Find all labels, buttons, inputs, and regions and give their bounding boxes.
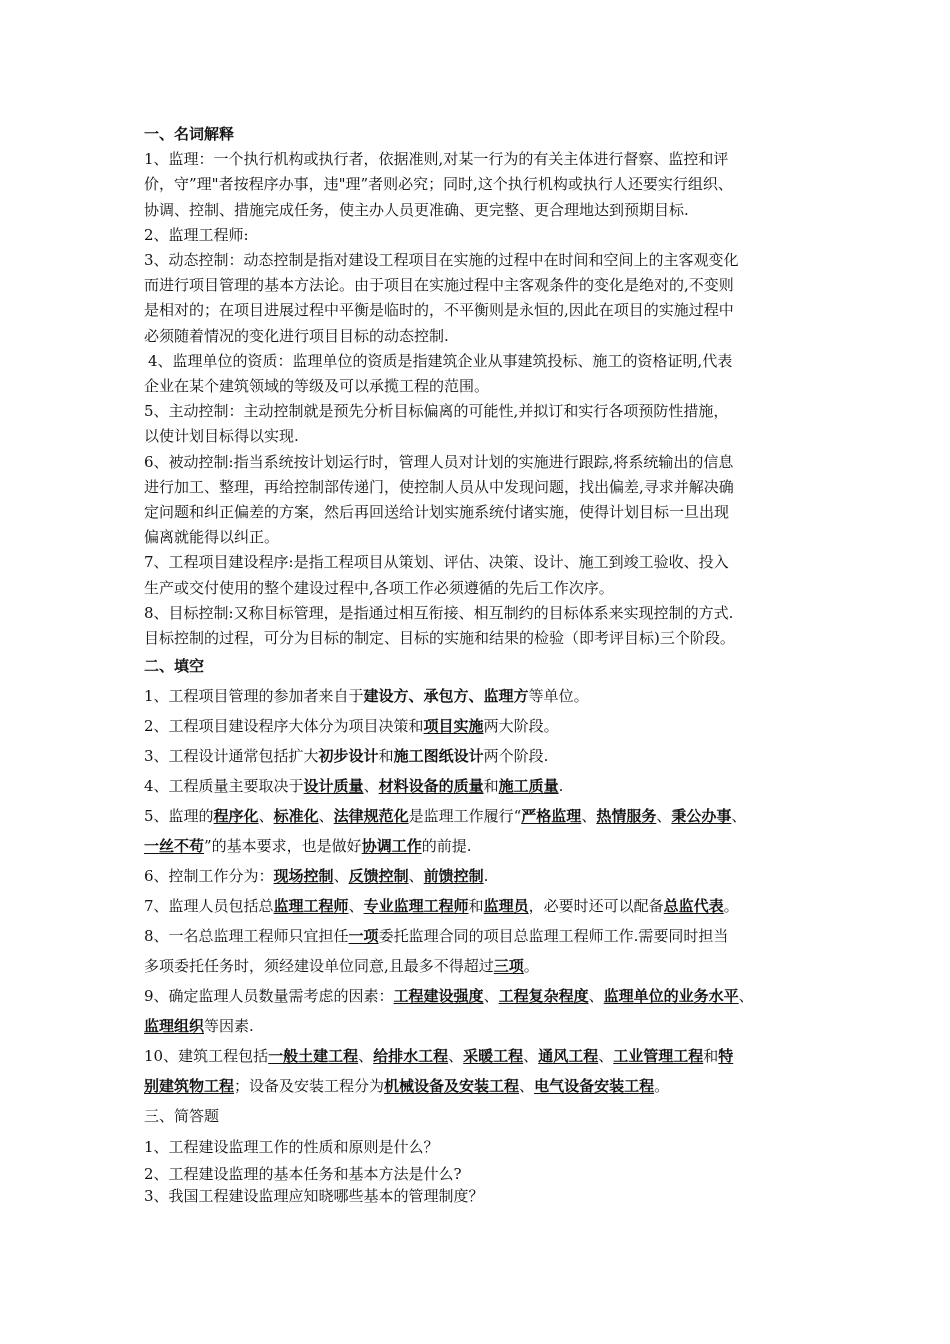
fill-item-8 xyxy=(144,921,820,951)
text-line: 1、监理：一个执行机构或执行者，依据准则,对某一行为的有关主体进行督察、监控和评 xyxy=(144,150,729,169)
answer: 现场控制 xyxy=(273,867,334,886)
text: 和 xyxy=(703,1047,719,1066)
answer: 一丝不苟 xyxy=(144,837,205,856)
answer: 工程建设强度 xyxy=(393,987,484,1006)
text-line: 是相对的；在项目进展过程中平衡是临时的，不平衡则是永恒的,因此在项目的实施过程中 xyxy=(144,301,734,320)
text-line: 以使计划目标得以实现. xyxy=(144,427,299,446)
answer: 前馈控制 xyxy=(423,867,484,886)
fill-item-4 xyxy=(144,771,820,801)
text-line: 进行加工、整理，再给控制部传递门，使控制人员从中发现问题，找出偏差,寻求并解决确 xyxy=(144,477,734,496)
fill-item-6 xyxy=(144,861,820,891)
answer: 机械设备及安装工程 xyxy=(384,1077,520,1096)
text: 7、监理人员包括总 xyxy=(144,897,274,916)
text-line: 目标控制的过程，可分为目标的制定、目标的实施和结果的检验（即考评目标)三个阶段。 xyxy=(144,629,735,648)
text: 、 xyxy=(731,807,747,826)
text: 和 xyxy=(483,777,499,796)
section-heading: 三、简答题 xyxy=(144,1107,220,1126)
answer: 初步设计 xyxy=(318,747,379,766)
text: 8、一名总监理工程师只宜担任 xyxy=(144,927,349,946)
text: ”的基本要求，也是做好 xyxy=(204,837,362,856)
answer: 建设方、承包方、监理方 xyxy=(363,687,529,706)
answer: 施工图纸设计 xyxy=(393,747,484,766)
text: 、 xyxy=(598,1047,614,1066)
text-line: 4、监理单位的资质：监理单位的资质是指建筑企业从事建筑投标、施工的资格证明,代表 xyxy=(148,351,733,370)
text-line: 5、主动控制：主动控制就是预先分析目标偏离的可能性,并拟订和实行各项预防性措施， xyxy=(144,402,729,421)
text: 、 xyxy=(588,987,604,1006)
question-line: 1、工程建设监理工作的性质和原则是什么？ xyxy=(144,1138,439,1157)
text: 、 xyxy=(358,1047,374,1066)
text-line: 价，守”理"者按程序办事，违"理”者则必究；同时,这个执行机构或执行人还要实行组织、 xyxy=(144,175,733,194)
text-line: 8、目标控制:又称目标管理，是指通过相互衔接、相互制约的目标体系来实现控制的方式. xyxy=(144,603,734,622)
text: 4、工程质量主要取决于 xyxy=(144,777,304,796)
answer: 标准化 xyxy=(273,807,319,826)
text-line: 6、被动控制:指当系统按计划运行时，管理人员对计划的实施进行跟踪,将系统输出的信息 xyxy=(144,452,734,471)
text: 9、确定监理人员数量需考虑的因素： xyxy=(144,987,394,1006)
answer: 材料设备的质量 xyxy=(378,777,484,796)
text: 、 xyxy=(448,1047,464,1066)
answer: 项目实施 xyxy=(423,717,484,736)
text: 、 xyxy=(258,807,274,826)
text-line: 企业在某个建筑领域的等级及可以承揽工程的范围。 xyxy=(144,377,490,396)
text-line: 定问题和纠正偏差的方案，然后再回送给计划实施系统付诸实施，使得计划目标一旦出现 xyxy=(144,503,730,522)
text: 。 xyxy=(654,1077,670,1096)
text-line: 2、监理工程师: xyxy=(144,225,249,244)
fill-item-9 xyxy=(144,981,820,1011)
document-body xyxy=(144,122,820,1207)
section-heading: 一、名词解释 xyxy=(144,125,235,143)
text: 、 xyxy=(738,987,754,1006)
section-heading: 二、填空 xyxy=(144,657,205,676)
fill-item-3 xyxy=(144,741,820,771)
fill-item-9-cont xyxy=(144,1011,820,1041)
text: 等因素. xyxy=(204,1017,254,1036)
answer: 协调工作 xyxy=(361,837,422,856)
text-line: 生产或交付使用的整个建设过程中,各项工作必须遵循的先后工作次序。 xyxy=(144,578,614,597)
answer: 设计质量 xyxy=(303,777,364,796)
answer: 通风工程 xyxy=(538,1047,599,1066)
answer: 电气设备安装工程 xyxy=(534,1077,655,1096)
answer: 监理员 xyxy=(483,897,529,916)
fill-item-1 xyxy=(144,681,820,711)
text: ；设备及安装工程分为 xyxy=(234,1077,385,1096)
text: 、 xyxy=(333,867,349,886)
answer: 秉公办事 xyxy=(671,807,732,826)
text: 5、监理的 xyxy=(144,807,214,826)
text-line: 协调、控制、措施完成任务，使主办人员更准确、更完整、更合理地达到预期目标. xyxy=(144,200,689,219)
fill-item-8-cont xyxy=(144,951,820,981)
text-line: 3、动态控制：动态控制是指对建设工程项目在实施的过程中在时间和空间上的主客观变化 xyxy=(144,251,739,270)
text: 。 xyxy=(523,957,539,976)
text: 。 xyxy=(723,897,739,916)
text-line: 而进行项目管理的基本方法论。由于项目在实施过程中主客观条件的变化是绝对的,不变则 xyxy=(144,276,734,295)
text: 、 xyxy=(523,1047,539,1066)
text: 10、建筑工程包括 xyxy=(144,1047,269,1066)
text: 等单位。 xyxy=(528,687,589,706)
answer: 一项 xyxy=(348,927,379,946)
section-fill-in xyxy=(144,651,820,1101)
answer: 特 xyxy=(718,1047,734,1066)
answer: 工业管理工程 xyxy=(613,1047,704,1066)
text: 的前提. xyxy=(421,837,472,856)
text: 、 xyxy=(656,807,672,826)
answer: 程序化 xyxy=(213,807,259,826)
text: . xyxy=(483,867,489,886)
answer: 严格监理 xyxy=(521,807,582,826)
text: 、 xyxy=(363,777,379,796)
text: . xyxy=(558,777,564,796)
text: 、 xyxy=(483,987,499,1006)
answer: 监理工程师 xyxy=(273,897,349,916)
section-short-answer xyxy=(144,1101,820,1207)
answer: 一般土建工程 xyxy=(268,1047,359,1066)
answer: 别建筑物工程 xyxy=(144,1077,235,1096)
text: 2、工程项目建设程序大体分为项目决策和 xyxy=(144,717,424,736)
fill-item-10 xyxy=(144,1041,820,1071)
text: 多项委托任务时，须经建设单位同意,且最多不得超过 xyxy=(144,957,494,976)
answer: 反馈控制 xyxy=(348,867,409,886)
text: 、 xyxy=(581,807,597,826)
answer: 热情服务 xyxy=(596,807,657,826)
text-line: 偏离就能得以纠正。 xyxy=(144,528,280,547)
fill-item-5-cont xyxy=(144,831,820,861)
text: 是监理工作履行“ xyxy=(408,807,522,826)
text: 两个阶段. xyxy=(483,747,549,766)
answer: 采暖工程 xyxy=(463,1047,524,1066)
text: 、 xyxy=(519,1077,535,1096)
fill-item-2 xyxy=(144,711,820,741)
text: 3、工程设计通常包括扩大 xyxy=(144,747,319,766)
text: 、 xyxy=(318,807,334,826)
text: ，必要时还可以配备 xyxy=(528,897,664,916)
section-terms xyxy=(144,122,820,651)
question-line: 2、工程建设监理的基本任务和基本方法是什么? xyxy=(144,1165,462,1184)
answer: 总监代表 xyxy=(663,897,724,916)
text: 和 xyxy=(468,897,484,916)
text: 和 xyxy=(378,747,394,766)
question-line: 3、我国工程建设监理应知晓哪些基本的管理制度？ xyxy=(144,1187,484,1206)
answer: 工程复杂程度 xyxy=(498,987,589,1006)
text-line: 7、工程项目建设程序:是指工程项目从策划、评估、决策、设计、施工到竣工验收、投入 xyxy=(144,553,729,572)
text: 6、控制工作分为： xyxy=(144,867,274,886)
text: 委托监理合同的项目总监理工程师工作.需要同时担当 xyxy=(378,927,729,946)
answer: 法律规范化 xyxy=(333,807,409,826)
answer: 专业监理工程师 xyxy=(363,897,469,916)
fill-item-7 xyxy=(144,891,820,921)
answer: 监理单位的业务水平 xyxy=(603,987,739,1006)
text-line: 必须随着情况的变化进行项目目标的动态控制. xyxy=(144,326,449,345)
text: 1、工程项目管理的参加者来自于 xyxy=(144,687,364,706)
answer: 施工质量 xyxy=(498,777,559,796)
fill-item-5 xyxy=(144,801,820,831)
fill-item-10-cont xyxy=(144,1071,820,1101)
answer: 三项 xyxy=(493,957,524,976)
text: 、 xyxy=(348,897,364,916)
text: 、 xyxy=(408,867,424,886)
answer: 监理组织 xyxy=(144,1017,205,1036)
answer: 给排水工程 xyxy=(373,1047,449,1066)
text: 两大阶段。 xyxy=(483,717,559,736)
